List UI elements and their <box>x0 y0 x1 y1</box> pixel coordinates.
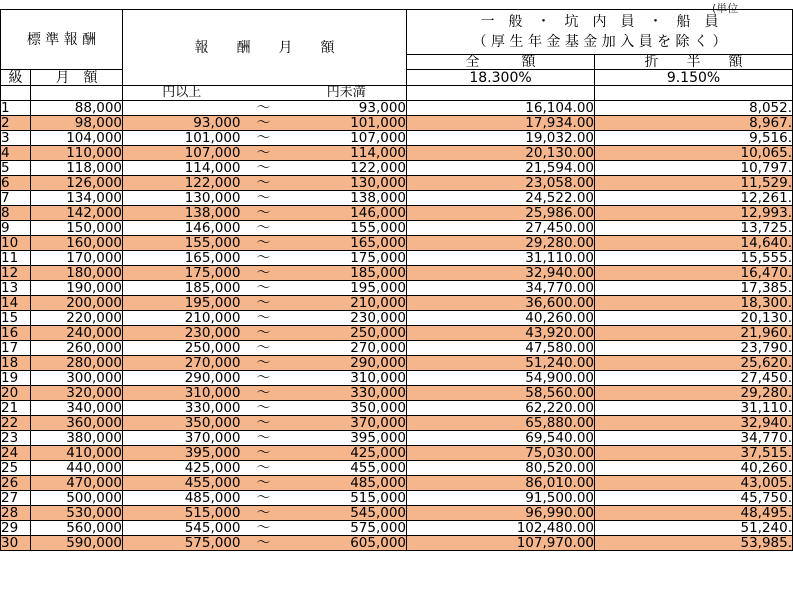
range-to-cell: 230,000 <box>287 311 407 326</box>
full-amount-cell: 75,030.00 <box>407 446 595 461</box>
full-amount-cell: 107,970.00 <box>407 536 595 551</box>
range-to-cell: 545,000 <box>287 506 407 521</box>
table-row <box>1 281 793 296</box>
remuneration-monthly-header: 報 酬 月 額 <box>123 10 407 86</box>
half-amount-cell: 9,516. <box>595 131 793 146</box>
full-amount-cell: 58,560.00 <box>407 386 595 401</box>
range-to-cell: 185,000 <box>287 266 407 281</box>
unit-note: (単位 <box>712 2 739 15</box>
full-amount-cell: 16,104.00 <box>407 101 595 116</box>
full-amount-cell: 20,130.00 <box>407 146 595 161</box>
range-from-cell: 130,000 <box>123 191 241 206</box>
full-amount-cell: 69,540.00 <box>407 431 595 446</box>
monthly-amount-cell: 110,000 <box>31 146 123 161</box>
half-amount-cell: 10,065. <box>595 146 793 161</box>
monthly-amount-cell: 260,000 <box>31 341 123 356</box>
monthly-amount-cell: 300,000 <box>31 371 123 386</box>
category-line1: 一 般 ・ 坑 内 員 ・ 船 員 <box>480 14 719 30</box>
table-row <box>1 311 793 326</box>
table-row <box>1 431 793 446</box>
grade-cell: 22 <box>1 416 31 431</box>
grade-cell: 30 <box>1 536 31 551</box>
tilde-cell: ～ <box>241 191 287 206</box>
table-row <box>1 341 793 356</box>
range-to-cell: 270,000 <box>287 341 407 356</box>
range-to-cell: 155,000 <box>287 221 407 236</box>
grade-cell: 6 <box>1 176 31 191</box>
range-to-cell: 290,000 <box>287 356 407 371</box>
table-row <box>1 371 793 386</box>
tilde-cell: ～ <box>241 461 287 476</box>
monthly-amount-cell: 200,000 <box>31 296 123 311</box>
monthly-amount-cell: 380,000 <box>31 431 123 446</box>
half-amount-cell: 17,385. <box>595 281 793 296</box>
table-row <box>1 401 793 416</box>
grade-cell: 26 <box>1 476 31 491</box>
monthly-amount-cell: 150,000 <box>31 221 123 236</box>
tilde-cell: ～ <box>241 506 287 521</box>
range-from-cell: 114,000 <box>123 161 241 176</box>
range-to-cell: 250,000 <box>287 326 407 341</box>
full-amount-cell: 65,880.00 <box>407 416 595 431</box>
range-to-cell: 515,000 <box>287 491 407 506</box>
range-from-cell: 250,000 <box>123 341 241 356</box>
half-amount-cell: 34,770. <box>595 431 793 446</box>
range-to-cell: 146,000 <box>287 206 407 221</box>
range-to-cell: 138,000 <box>287 191 407 206</box>
grade-cell: 12 <box>1 266 31 281</box>
grade-cell: 4 <box>1 146 31 161</box>
monthly-amount-cell: 142,000 <box>31 206 123 221</box>
tilde-cell: ～ <box>241 101 287 116</box>
grade-cell: 2 <box>1 116 31 131</box>
grade-cell: 20 <box>1 386 31 401</box>
monthly-amount-cell: 590,000 <box>31 536 123 551</box>
half-amount-cell: 18,300. <box>595 296 793 311</box>
full-amount-cell: 27,450.00 <box>407 221 595 236</box>
monthly-amount-cell: 440,000 <box>31 461 123 476</box>
grade-cell: 29 <box>1 521 31 536</box>
range-to-cell: 107,000 <box>287 131 407 146</box>
monthly-amount-cell: 98,000 <box>31 116 123 131</box>
monthly-amount-cell: 360,000 <box>31 416 123 431</box>
half-amount-cell: 51,240. <box>595 521 793 536</box>
range-to-cell: 485,000 <box>287 476 407 491</box>
half-amount-cell: 27,450. <box>595 371 793 386</box>
table-row <box>1 266 793 281</box>
range-to-cell: 330,000 <box>287 386 407 401</box>
monthly-amount-cell: 220,000 <box>31 311 123 326</box>
table-row <box>1 191 793 206</box>
full-amount-cell: 47,580.00 <box>407 341 595 356</box>
monthly-amount-cell: 410,000 <box>31 446 123 461</box>
full-amount-cell: 24,522.00 <box>407 191 595 206</box>
range-from-cell: 310,000 <box>123 386 241 401</box>
range-to-cell: 425,000 <box>287 446 407 461</box>
grade-cell: 8 <box>1 206 31 221</box>
unit-spacer-half <box>595 86 793 101</box>
table-row <box>1 356 793 371</box>
grade-cell: 1 <box>1 101 31 116</box>
table-row <box>1 116 793 131</box>
standard-remuneration-header: 標 準 報 酬 <box>1 10 123 70</box>
monthly-label: 月 額 <box>31 70 123 86</box>
grade-cell: 18 <box>1 356 31 371</box>
full-amount-cell: 62,220.00 <box>407 401 595 416</box>
range-to-cell: 395,000 <box>287 431 407 446</box>
grade-cell: 13 <box>1 281 31 296</box>
table-row <box>1 446 793 461</box>
range-from-cell: 485,000 <box>123 491 241 506</box>
full-amount-cell: 80,520.00 <box>407 461 595 476</box>
full-amount-cell: 23,058.00 <box>407 176 595 191</box>
full-amount-cell: 43,920.00 <box>407 326 595 341</box>
full-amount-cell: 40,260.00 <box>407 311 595 326</box>
tilde-cell: ～ <box>241 431 287 446</box>
grade-cell: 3 <box>1 131 31 146</box>
range-from-cell: 107,000 <box>123 146 241 161</box>
range-from-cell: 455,000 <box>123 476 241 491</box>
grade-cell: 9 <box>1 221 31 236</box>
grade-cell: 7 <box>1 191 31 206</box>
range-to-cell: 310,000 <box>287 371 407 386</box>
half-amount-cell: 20,130. <box>595 311 793 326</box>
tilde-cell: ～ <box>241 371 287 386</box>
category-header <box>407 10 793 55</box>
grade-cell: 21 <box>1 401 31 416</box>
half-amount-cell: 31,110. <box>595 401 793 416</box>
range-to-cell: 101,000 <box>287 116 407 131</box>
half-amount-cell: 11,529. <box>595 176 793 191</box>
half-amount-cell: 13,725. <box>595 221 793 236</box>
half-amount-cell: 25,620. <box>595 356 793 371</box>
range-from-cell: 515,000 <box>123 506 241 521</box>
full-amount-cell: 51,240.00 <box>407 356 595 371</box>
range-from-cell: 146,000 <box>123 221 241 236</box>
range-from-cell: 575,000 <box>123 536 241 551</box>
table-row <box>1 491 793 506</box>
range-to-cell: 575,000 <box>287 521 407 536</box>
full-amount-cell: 102,480.00 <box>407 521 595 536</box>
half-amount-cell: 29,280. <box>595 386 793 401</box>
tilde-cell: ～ <box>241 236 287 251</box>
table-row <box>1 506 793 521</box>
range-from-cell: 425,000 <box>123 461 241 476</box>
monthly-amount-cell: 500,000 <box>31 491 123 506</box>
range-from-cell: 545,000 <box>123 521 241 536</box>
tilde-cell: ～ <box>241 116 287 131</box>
range-from-cell: 101,000 <box>123 131 241 146</box>
grade-cell: 17 <box>1 341 31 356</box>
range-to-cell: 455,000 <box>287 461 407 476</box>
tilde-cell: ～ <box>241 491 287 506</box>
tilde-cell: ～ <box>241 221 287 236</box>
range-from-cell: 175,000 <box>123 266 241 281</box>
monthly-amount-cell: 104,000 <box>31 131 123 146</box>
half-amount-cell: 16,470. <box>595 266 793 281</box>
table-row <box>1 416 793 431</box>
half-amount-cell: 45,750. <box>595 491 793 506</box>
range-to-cell: 93,000 <box>287 101 407 116</box>
full-amount-cell: 36,600.00 <box>407 296 595 311</box>
monthly-amount-cell: 560,000 <box>31 521 123 536</box>
half-amount-cell: 14,640. <box>595 236 793 251</box>
range-from-cell: 93,000 <box>123 116 241 131</box>
range-from-cell: 290,000 <box>123 371 241 386</box>
full-amount-cell: 96,990.00 <box>407 506 595 521</box>
table-row <box>1 296 793 311</box>
table-row <box>1 251 793 266</box>
table-row <box>1 146 793 161</box>
table-row <box>1 221 793 236</box>
tilde-cell: ～ <box>241 356 287 371</box>
half-amount-cell: 32,940. <box>595 416 793 431</box>
tilde-cell: ～ <box>241 386 287 401</box>
half-amount-cell: 43,005. <box>595 476 793 491</box>
range-from-cell: 185,000 <box>123 281 241 296</box>
monthly-amount-cell: 134,000 <box>31 191 123 206</box>
range-from-cell: 230,000 <box>123 326 241 341</box>
table-row <box>1 206 793 221</box>
tilde-cell: ～ <box>241 266 287 281</box>
half-amount-cell: 8,052. <box>595 101 793 116</box>
from-unit-label: 円以上 <box>123 86 241 101</box>
range-to-cell: 114,000 <box>287 146 407 161</box>
monthly-amount-cell: 88,000 <box>31 101 123 116</box>
full-amount-cell: 91,500.00 <box>407 491 595 506</box>
table-row <box>1 176 793 191</box>
grade-cell: 10 <box>1 236 31 251</box>
range-to-cell: 210,000 <box>287 296 407 311</box>
grade-cell: 11 <box>1 251 31 266</box>
range-to-cell: 350,000 <box>287 401 407 416</box>
full-amount-cell: 25,986.00 <box>407 206 595 221</box>
full-amount-cell: 21,594.00 <box>407 161 595 176</box>
range-from-cell: 210,000 <box>123 311 241 326</box>
tilde-cell: ～ <box>241 176 287 191</box>
monthly-amount-cell: 340,000 <box>31 401 123 416</box>
range-from-cell: 395,000 <box>123 446 241 461</box>
monthly-amount-cell: 160,000 <box>31 236 123 251</box>
unit-spacer-tilde <box>241 86 287 101</box>
full-amount-header: 全 額 <box>407 55 595 70</box>
tilde-cell: ～ <box>241 281 287 296</box>
full-rate: 18.300% <box>407 70 595 86</box>
full-amount-cell: 19,032.00 <box>407 131 595 146</box>
monthly-amount-cell: 190,000 <box>31 281 123 296</box>
tilde-cell: ～ <box>241 341 287 356</box>
unit-spacer-monthly <box>31 86 123 101</box>
tilde-cell: ～ <box>241 416 287 431</box>
full-amount-cell: 32,940.00 <box>407 266 595 281</box>
tilde-cell: ～ <box>241 401 287 416</box>
half-amount-cell: 40,260. <box>595 461 793 476</box>
monthly-amount-cell: 118,000 <box>31 161 123 176</box>
table-row <box>1 476 793 491</box>
range-to-cell: 605,000 <box>287 536 407 551</box>
range-from-cell: 138,000 <box>123 206 241 221</box>
tilde-cell: ～ <box>241 131 287 146</box>
category-line2: （ 厚 生 年 金 基 金 加 入 員 を 除 く ） <box>472 34 727 50</box>
grade-cell: 14 <box>1 296 31 311</box>
grade-cell: 19 <box>1 371 31 386</box>
table-row <box>1 326 793 341</box>
tilde-cell: ～ <box>241 161 287 176</box>
grade-cell: 5 <box>1 161 31 176</box>
range-from-cell <box>123 101 241 116</box>
tilde-cell: ～ <box>241 251 287 266</box>
range-from-cell: 330,000 <box>123 401 241 416</box>
half-amount-header: 折 半 額 <box>595 55 793 70</box>
half-amount-cell: 10,797. <box>595 161 793 176</box>
unit-spacer-grade <box>1 86 31 101</box>
table-row <box>1 236 793 251</box>
table-row <box>1 161 793 176</box>
half-amount-cell: 37,515. <box>595 446 793 461</box>
tilde-cell: ～ <box>241 476 287 491</box>
table-row <box>1 521 793 536</box>
table-row <box>1 461 793 476</box>
full-amount-cell: 34,770.00 <box>407 281 595 296</box>
tilde-cell: ～ <box>241 536 287 551</box>
unit-spacer-full <box>407 86 595 101</box>
monthly-amount-cell: 470,000 <box>31 476 123 491</box>
grade-cell: 24 <box>1 446 31 461</box>
range-from-cell: 165,000 <box>123 251 241 266</box>
monthly-amount-cell: 170,000 <box>31 251 123 266</box>
tilde-cell: ～ <box>241 521 287 536</box>
grade-label: 級 <box>1 70 31 86</box>
full-amount-cell: 86,010.00 <box>407 476 595 491</box>
half-amount-cell: 12,993. <box>595 206 793 221</box>
grade-cell: 16 <box>1 326 31 341</box>
half-amount-cell: 53,985. <box>595 536 793 551</box>
half-amount-cell: 21,960. <box>595 326 793 341</box>
range-to-cell: 130,000 <box>287 176 407 191</box>
premium-table <box>0 9 793 551</box>
full-amount-cell: 17,934.00 <box>407 116 595 131</box>
tilde-cell: ～ <box>241 146 287 161</box>
range-to-cell: 165,000 <box>287 236 407 251</box>
grade-cell: 15 <box>1 311 31 326</box>
table-row <box>1 101 793 116</box>
full-amount-cell: 29,280.00 <box>407 236 595 251</box>
range-from-cell: 350,000 <box>123 416 241 431</box>
half-amount-cell: 8,967. <box>595 116 793 131</box>
tilde-cell: ～ <box>241 206 287 221</box>
half-amount-cell: 48,495. <box>595 506 793 521</box>
monthly-amount-cell: 530,000 <box>31 506 123 521</box>
grade-cell: 23 <box>1 431 31 446</box>
range-to-cell: 122,000 <box>287 161 407 176</box>
grade-cell: 28 <box>1 506 31 521</box>
table-row <box>1 131 793 146</box>
full-amount-cell: 54,900.00 <box>407 371 595 386</box>
range-from-cell: 370,000 <box>123 431 241 446</box>
grade-cell: 27 <box>1 491 31 506</box>
monthly-amount-cell: 320,000 <box>31 386 123 401</box>
full-amount-cell: 31,110.00 <box>407 251 595 266</box>
monthly-amount-cell: 126,000 <box>31 176 123 191</box>
tilde-cell: ～ <box>241 326 287 341</box>
half-amount-cell: 23,790. <box>595 341 793 356</box>
range-from-cell: 155,000 <box>123 236 241 251</box>
range-from-cell: 270,000 <box>123 356 241 371</box>
range-from-cell: 195,000 <box>123 296 241 311</box>
range-to-cell: 175,000 <box>287 251 407 266</box>
tilde-cell: ～ <box>241 446 287 461</box>
half-amount-cell: 15,555. <box>595 251 793 266</box>
range-from-cell: 122,000 <box>123 176 241 191</box>
half-amount-cell: 12,261. <box>595 191 793 206</box>
monthly-amount-cell: 240,000 <box>31 326 123 341</box>
table-row <box>1 536 793 551</box>
grade-cell: 25 <box>1 461 31 476</box>
half-rate: 9.150% <box>595 70 793 86</box>
range-to-cell: 370,000 <box>287 416 407 431</box>
tilde-cell: ～ <box>241 296 287 311</box>
monthly-amount-cell: 280,000 <box>31 356 123 371</box>
tilde-cell: ～ <box>241 311 287 326</box>
range-to-cell: 195,000 <box>287 281 407 296</box>
monthly-amount-cell: 180,000 <box>31 266 123 281</box>
table-row <box>1 386 793 401</box>
to-unit-label: 円未満 <box>287 86 407 101</box>
